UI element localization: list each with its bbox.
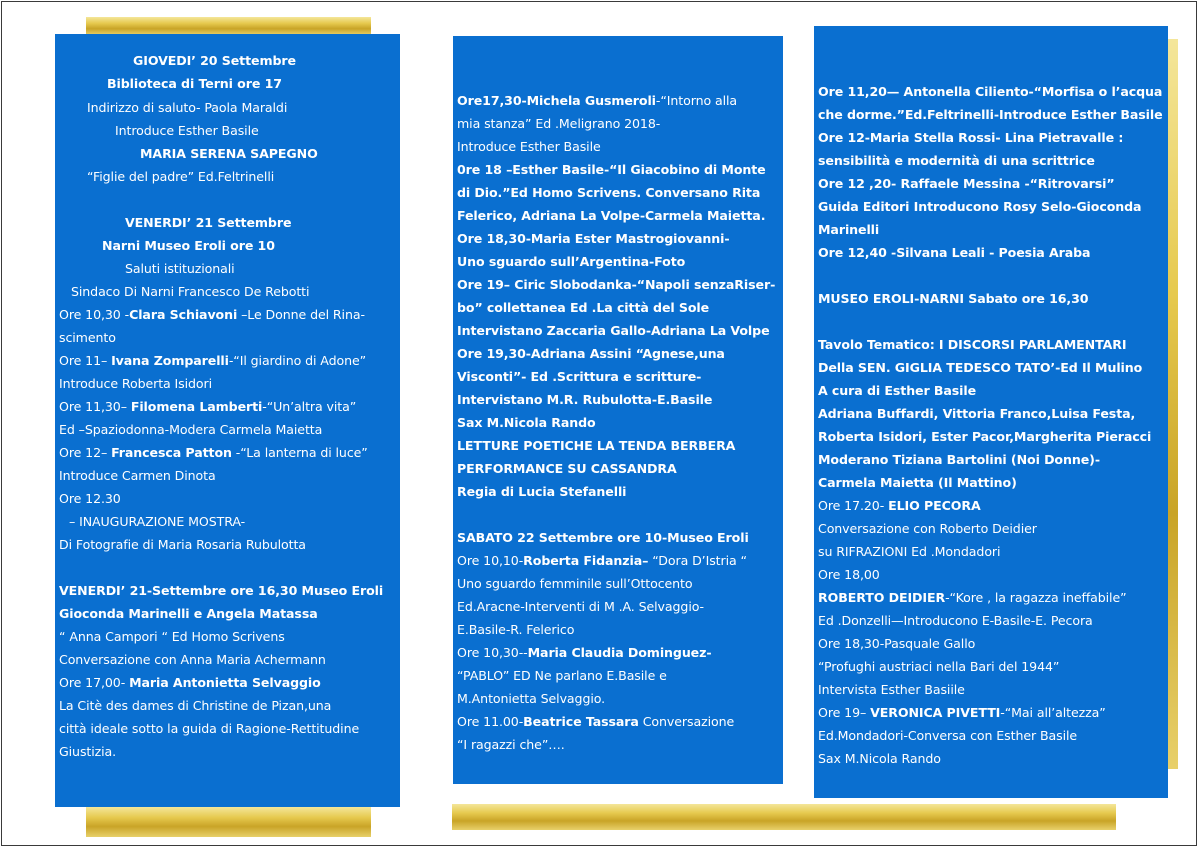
program-line-bold-text: Della SEN. GIGLIA TEDESCO TATO’-Ed Il Mulino [818, 360, 1143, 375]
speaker-name: Roberta Fidanzia– [523, 553, 649, 568]
program-line [55, 303, 400, 326]
program-line [55, 740, 400, 763]
program-line [55, 648, 400, 671]
program-line [55, 533, 400, 556]
program-line [814, 494, 1168, 517]
program-line [55, 349, 400, 372]
program-line [814, 402, 1168, 425]
program-line [453, 595, 783, 618]
speaker-name: Ore17,30-Michela Gusmeroli [457, 93, 656, 108]
program-line [814, 724, 1168, 747]
program-line [55, 464, 400, 487]
program-line [453, 112, 783, 135]
program-line-text: Ed.Aracne-Interventi di M .A. Selvaggio- [457, 599, 704, 614]
program-line-bold-text: Intervistano Zaccaria Gallo-Adriana La Volpe [457, 323, 770, 338]
program-line [55, 142, 400, 165]
program-line [55, 280, 400, 303]
program-line [55, 257, 400, 280]
program-line-bold-text: Ore 19– Ciric Slobodanka-“Napoli senzaRiser- [457, 277, 776, 292]
program-line-bold-text: VENERDI’ 21 Settembre [125, 215, 292, 230]
gold-bar-top-left [86, 17, 371, 35]
program-line-text: Introduce Esther Basile [115, 123, 259, 138]
program-line [814, 80, 1168, 103]
program-line-bold-text: Intervistano M.R. Rubulotta-E.Basile [457, 392, 713, 407]
program-line [55, 579, 400, 602]
program-line-text: Sax M.Nicola Rando [818, 751, 941, 766]
program-line-bold-text: Visconti”- Ed .Scrittura e scritture- [457, 369, 702, 384]
speaker-name: VERONICA PIVETTI [870, 705, 1001, 720]
program-line-text: Ore 12.30 [59, 491, 121, 506]
program-line-bold-text: Moderano Tiziana Bartolini (Noi Donne)- [818, 452, 1100, 467]
speaker-name: Maria Antonietta Selvaggio [129, 675, 321, 690]
program-line-text: mia stanza” Ed .Meligrano 2018- [457, 116, 661, 131]
program-line [453, 296, 783, 319]
program-line-text: Introduce Esther Basile [457, 139, 601, 154]
program-line-bold-text: Adriana Buffardi, Vittoria Franco,Luisa Festa, [818, 406, 1136, 421]
program-line [814, 379, 1168, 402]
gold-bar-bottom-wide [452, 804, 1116, 830]
program-line-bold-text: di Dio.”Ed Homo Scrivens. Conversano Rita [457, 185, 761, 200]
program-line [814, 195, 1168, 218]
program-line-text: “I ragazzi che”…. [457, 737, 565, 752]
program-line [453, 664, 783, 687]
program-line-text: Ore 10,10- [457, 553, 524, 568]
program-line [814, 701, 1168, 724]
speaker-name: Beatrice Tassara [523, 714, 639, 729]
program-line-text: Ed .Donzelli—Introducono E-Basile-E. Pecora [818, 613, 1093, 628]
program-line-bold-text: Felerico, Adriana La Volpe-Carmela Maietta. [457, 208, 766, 223]
program-line [453, 158, 783, 181]
program-line [453, 273, 783, 296]
program-line-bold-text: Tavolo Tematico: I DISCORSI PARLAMENTARI [818, 337, 1127, 352]
program-line [453, 342, 783, 365]
program-line-text: Conversazione con Roberto Deidier [818, 521, 1037, 536]
program-line-text: Ore 11.00- [457, 714, 524, 729]
program-line-bold-text: MARIA SERENA SAPEGNO [140, 146, 318, 161]
speaker-name: Francesca Patton [111, 445, 232, 460]
program-line [55, 326, 400, 349]
program-line [55, 625, 400, 648]
speaker-name: Filomena Lamberti [130, 399, 263, 414]
program-line [453, 710, 783, 733]
program-line [814, 632, 1168, 655]
program-line [814, 287, 1168, 310]
program-line [55, 49, 400, 72]
program-line-bold-text: 0re 18 –Esther Basile-“Il Giacobino di Monte [457, 162, 766, 177]
program-line-bold-text: Narni Museo Eroli ore 10 [102, 238, 275, 253]
program-line [55, 717, 400, 740]
program-line-bold-text: bo” collettanea Ed .La città del Sole [457, 300, 710, 315]
program-line-bold-text: A cura di Esther Basile [818, 383, 977, 398]
program-line [453, 526, 783, 549]
program-line [55, 694, 400, 717]
program-line-text: Indirizzo di saluto- Paola Maraldi [87, 100, 288, 115]
program-line-bold-text: Regia di Lucia Stefanelli [457, 484, 627, 499]
program-line-text: Ore 11,30– [59, 399, 131, 414]
program-line-bold-text: sensibilità e modernità di una scrittrice [818, 153, 1095, 168]
program-line [814, 471, 1168, 494]
program-line [453, 733, 783, 756]
program-line [453, 204, 783, 227]
program-column-3 [814, 26, 1168, 798]
program-line-text: Ore 19– [818, 705, 871, 720]
program-line [453, 618, 783, 641]
program-line-bold-text: Ore 11,20— Antonella Ciliento-“Morfisa o l’acqua [818, 84, 1163, 99]
program-line [814, 655, 1168, 678]
program-line [453, 641, 783, 664]
program-line [55, 671, 400, 694]
program-line-text: Intervista Esther Basiile [818, 682, 965, 697]
program-line-text: “ Anna Campori “ Ed Homo Scrivens [59, 629, 285, 644]
program-line [814, 333, 1168, 356]
program-line [453, 434, 783, 457]
program-line [453, 549, 783, 572]
program-line [814, 126, 1168, 149]
program-line-bold-text: PERFORMANCE SU CASSANDRA [457, 461, 677, 476]
program-line [453, 687, 783, 710]
program-line-bold-text: Ore 12-Maria Stella Rossi- Lina Pietravalle : [818, 130, 1124, 145]
program-line [453, 319, 783, 342]
program-line [453, 480, 783, 503]
speaker-name: ELIO PECORA [888, 498, 981, 513]
program-line [814, 540, 1168, 563]
program-line [453, 365, 783, 388]
program-line-text: Conversazione con Anna Maria Achermann [59, 652, 326, 667]
program-line [55, 395, 400, 418]
program-line-bold-text: VENERDI’ 21-Settembre ore 16,30 Museo Eroli [59, 583, 384, 598]
program-column-2 [453, 36, 783, 784]
program-line-text: città ideale sotto la guida di Ragione-Rettitudine [59, 721, 360, 736]
program-line [453, 411, 783, 434]
program-line [814, 609, 1168, 632]
program-line-text: -“Intorno alla [655, 93, 737, 108]
speaker-name: Ivana Zomparelli [111, 353, 229, 368]
program-line [55, 234, 400, 257]
program-column-1 [55, 34, 400, 807]
program-line [814, 448, 1168, 471]
program-line [55, 602, 400, 625]
program-line [453, 572, 783, 595]
program-line-text: -“Un’altra vita” [262, 399, 357, 414]
program-line-bold-text: Marinelli [818, 222, 880, 237]
program-line-text: Ore 10,30 - [59, 307, 130, 322]
program-line [814, 425, 1168, 448]
program-line [453, 457, 783, 480]
program-line [814, 563, 1168, 586]
program-line-bold-text: Gioconda Marinelli e Angela Matassa [59, 606, 318, 621]
program-line-text: “Figlie del padre” Ed.Feltrinelli [87, 169, 275, 184]
program-line-text: Ore 17.20- [818, 498, 889, 513]
speaker-name: Clara Schiavoni [129, 307, 238, 322]
program-line-bold-text: Ore 12,40 -Silvana Leali - Poesia Araba [818, 245, 1091, 260]
program-line-text: Ore 10,30-- [457, 645, 528, 660]
program-line [814, 103, 1168, 126]
program-line-bold-text: Sax M.Nicola Rando [457, 415, 596, 430]
program-line-text: Conversazione [638, 714, 735, 729]
program-line [453, 135, 783, 158]
program-line-bold-text: Ore 12 ,20- Raffaele Messina -“Ritrovarsi” [818, 176, 1115, 191]
program-line [814, 241, 1168, 264]
program-line-text: -“La lanterna di luce” [231, 445, 368, 460]
program-line-text: Ore 18,00 [818, 567, 880, 582]
program-line-bold-text: Ore 18,30-Maria Ester Mastrogiovanni- [457, 231, 730, 246]
program-line-text: Giustizia. [59, 744, 117, 759]
program-line-text: Introduce Carmen Dinota [59, 468, 216, 483]
program-line-bold-text: Uno sguardo sull’Argentina-Foto [457, 254, 686, 269]
program-line-text: La Citè des dames di Christine de Pizan,una [59, 698, 332, 713]
program-line [814, 747, 1168, 770]
program-line-bold-text: Carmela Maietta (Il Mattino) [818, 475, 1017, 490]
program-line [814, 586, 1168, 609]
program-line [453, 89, 783, 112]
program-line-text: “Dora D’Istria “ [648, 553, 747, 568]
program-line [55, 119, 400, 142]
program-line-text: Di Fotografie di Maria Rosaria Rubulotta [59, 537, 306, 552]
program-line-bold-text: LETTURE POETICHE LA TENDA BERBERA [457, 438, 736, 453]
program-line [814, 678, 1168, 701]
program-line-text: Ed.Mondadori-Conversa con Esther Basile [818, 728, 1078, 743]
program-line-text: Uno sguardo femminile sull’Ottocento [457, 576, 693, 591]
program-line-bold-text: SABATO 22 Settembre ore 10-Museo Eroli [457, 530, 749, 545]
program-line-bold-text: Biblioteca di Terni ore 17 [107, 76, 282, 91]
program-line [814, 517, 1168, 540]
program-line [55, 441, 400, 464]
program-line-text: Ore 11– [59, 353, 112, 368]
program-line-text: -“Mai all’altezza” [1000, 705, 1106, 720]
program-line [55, 510, 400, 533]
gold-bar-bottom-left [86, 807, 371, 837]
program-line-text: scimento [59, 330, 116, 345]
program-line [453, 227, 783, 250]
program-line [55, 72, 400, 95]
program-line-bold-text: che dorme.”Ed.Feltrinelli-Introduce Esther Basile [818, 107, 1163, 122]
program-line [814, 356, 1168, 379]
program-line-text: -“Kore , la ragazza ineffabile” [945, 590, 1127, 605]
program-line [453, 388, 783, 411]
program-line-bold-text: GIOVEDI’ 20 Settembre [133, 53, 296, 68]
gold-bar-right [1168, 39, 1178, 769]
program-line-text: Saluti istituzionali [125, 261, 235, 276]
speaker-name: ROBERTO DEIDIER [818, 590, 946, 605]
program-line [453, 250, 783, 273]
program-line-text: Sindaco Di Narni Francesco De Rebotti [71, 284, 310, 299]
program-line-text: – INAUGURAZIONE MOSTRA- [69, 514, 246, 529]
program-line-text: Ore 12– [59, 445, 112, 460]
program-line-bold-text: MUSEO EROLI-NARNI Sabato ore 16,30 [818, 291, 1089, 306]
program-line [55, 96, 400, 119]
speaker-name: Maria Claudia Dominguez- [527, 645, 712, 660]
program-line-bold-text: Ore 19,30-Adriana Assini “Agnese,una [457, 346, 725, 361]
program-line-text: Ore 18,30-Pasquale Gallo [818, 636, 976, 651]
program-line [55, 165, 400, 188]
program-line-text: –Le Donne del Rina- [237, 307, 365, 322]
program-line-text: Ed –Spaziodonna-Modera Carmela Maietta [59, 422, 323, 437]
program-line-text: -“Il giardino di Adone” [228, 353, 367, 368]
program-line-bold-text: Roberta Isidori, Ester Pacor,Margherita Pieracci [818, 429, 1152, 444]
program-line [55, 418, 400, 441]
program-line [55, 211, 400, 234]
program-line-text: su RIFRAZIONI Ed .Mondadori [818, 544, 1001, 559]
program-line [55, 487, 400, 510]
program-line-bold-text: Guida Editori Introducono Rosy Selo-Gioconda [818, 199, 1142, 214]
program-line [453, 181, 783, 204]
program-line-text: Ore 17,00- [59, 675, 130, 690]
program-line-text: “PABLO” ED Ne parlano E.Basile e [457, 668, 667, 683]
program-line-text: E.Basile-R. Felerico [457, 622, 575, 637]
program-line-text: Introduce Roberta Isidori [59, 376, 213, 391]
program-line [814, 149, 1168, 172]
program-line-text: “Profughi austriaci nella Bari del 1944” [818, 659, 1060, 674]
program-line [814, 172, 1168, 195]
program-line [814, 218, 1168, 241]
program-line-text: M.Antonietta Selvaggio. [457, 691, 606, 706]
program-line [55, 372, 400, 395]
